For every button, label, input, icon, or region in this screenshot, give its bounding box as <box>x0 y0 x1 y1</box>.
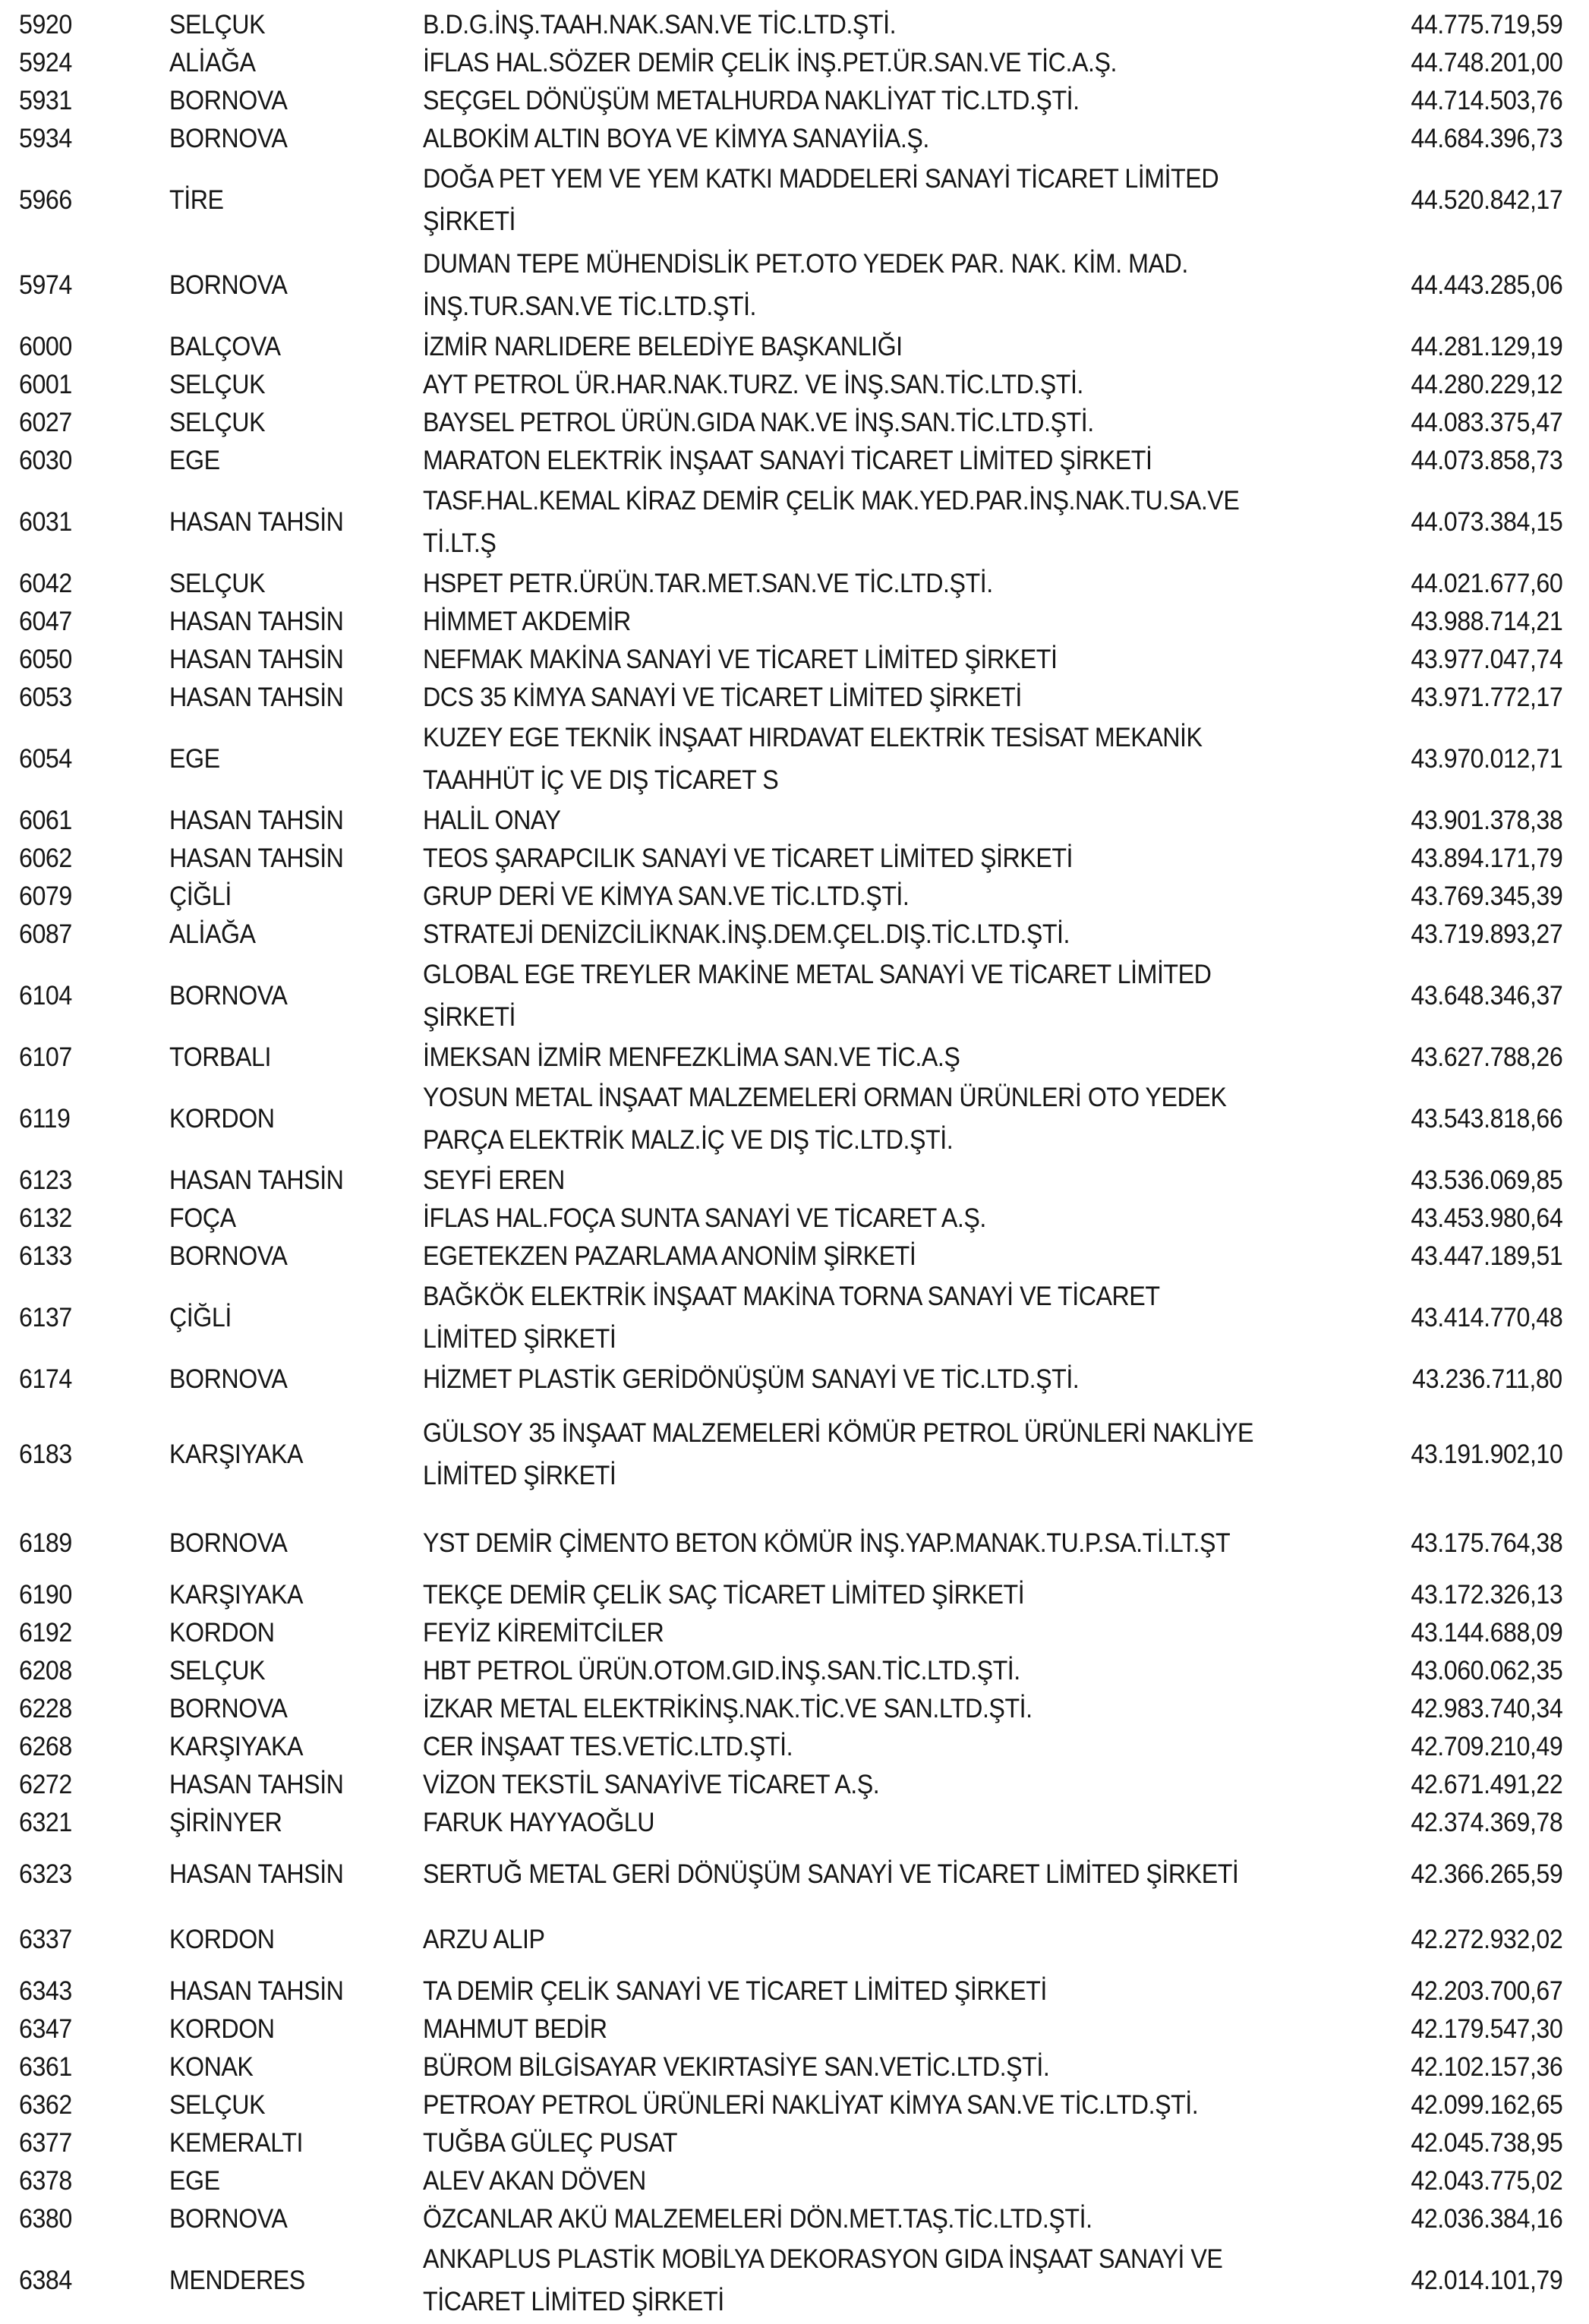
company-name-line: BAĞKÖK ELEKTRİK İNŞAAT MAKİNA TORNA SANAYİ VE TİCARET <box>423 1282 1160 1311</box>
row-district: SELÇUK <box>169 408 266 437</box>
row-id: 6087 <box>19 919 72 949</box>
row-id: 6107 <box>19 1042 72 1072</box>
row-company-name <box>423 158 1397 243</box>
row-company-name <box>423 440 1397 482</box>
company-name-line: LİMİTED ŞİRKETİ <box>423 1461 616 1490</box>
row-amount: 44.684.396,73 <box>1411 124 1562 153</box>
table-row <box>19 840 1562 878</box>
company-name-line: İZKAR METAL ELEKTRİKİNŞ.NAK.TİC.VE SAN.LTD.ŞTİ. <box>423 1694 1033 1723</box>
row-id: 6190 <box>19 1580 72 1610</box>
table-row <box>19 1200 1562 1238</box>
table-row <box>19 679 1562 717</box>
row-id: 6104 <box>19 981 72 1011</box>
row-district: HASAN TAHSİN <box>169 806 344 835</box>
row-district: HASAN TAHSİN <box>169 645 344 674</box>
row-id: 6183 <box>19 1439 72 1469</box>
row-district: ÇİĞLİ <box>169 1303 232 1332</box>
row-id: 6031 <box>19 507 72 537</box>
row-company-name <box>423 799 1397 842</box>
row-amount: 43.453.980,64 <box>1411 1203 1562 1233</box>
row-id: 6361 <box>19 2052 72 2082</box>
row-amount: 44.748.201,00 <box>1411 48 1562 77</box>
row-company-name <box>423 601 1397 643</box>
row-amount: 43.414.770,48 <box>1411 1303 1562 1332</box>
row-company-name <box>423 80 1397 122</box>
company-name-line: HALİL ONAY <box>423 806 561 835</box>
table-row <box>19 2162 1562 2200</box>
row-company-name <box>423 4 1397 46</box>
row-id: 6062 <box>19 844 72 873</box>
row-district: BORNOVA <box>169 1528 288 1558</box>
company-name-line: FARUK HAYYAOĞLU <box>423 1808 655 1837</box>
row-company-name <box>423 2046 1397 2089</box>
row-district: HASAN TAHSİN <box>169 607 344 636</box>
company-name-line: PETROAY PETROL ÜRÜNLERİ NAKLİYAT KİMYA SAN.VE TİC.LTD.ŞTİ. <box>423 2090 1199 2120</box>
row-company-name <box>423 1077 1397 1162</box>
row-id: 6132 <box>19 1203 72 1233</box>
table-row <box>19 1511 1562 1576</box>
company-name-line: DUMAN TEPE MÜHENDİSLİK PET.OTO YEDEK PAR. NAK. KİM. MAD. <box>423 249 1188 279</box>
company-name-line: TUĞBA GÜLEÇ PUSAT <box>423 2128 678 2158</box>
table-row <box>19 1077 1562 1162</box>
row-id: 6042 <box>19 569 72 598</box>
company-name-line: B.D.G.İNŞ.TAAH.NAK.SAN.VE TİC.LTD.ŞTİ. <box>423 10 897 39</box>
table-row <box>19 1907 1562 1972</box>
company-name-line: ARZU ALIP <box>423 1925 545 1954</box>
table-body <box>19 6 1562 2323</box>
company-name-line: HBT PETROL ÜRÜN.OTOM.GID.İNŞ.SAN.TİC.LTD.ŞTİ. <box>423 1656 1020 1685</box>
row-company-name <box>423 326 1397 368</box>
table-row <box>19 1690 1562 1728</box>
row-id: 5966 <box>19 185 72 215</box>
row-company-name <box>423 1036 1397 1079</box>
company-name-line: AYT PETROL ÜR.HAR.NAK.TURZ. VE İNŞ.SAN.TİC.LTD.ŞTİ. <box>423 370 1083 399</box>
table-row <box>19 442 1562 480</box>
row-company-name <box>423 1358 1397 1401</box>
company-name-line: SEYFİ EREN <box>423 1165 565 1195</box>
row-amount: 42.671.491,22 <box>1411 1770 1562 1799</box>
row-amount: 42.203.700,67 <box>1411 1976 1562 2006</box>
row-id: 6347 <box>19 2014 72 2044</box>
row-district: BORNOVA <box>169 1241 288 1271</box>
row-district: BORNOVA <box>169 1694 288 1723</box>
row-district: KORDON <box>169 1104 275 1134</box>
row-amount: 43.543.818,66 <box>1411 1104 1562 1134</box>
row-amount: 43.447.189,51 <box>1411 1241 1562 1271</box>
row-amount: 43.236.711,80 <box>1412 1364 1562 1394</box>
company-name-line: MARATON ELEKTRİK İNŞAAT SANAYİ TİCARET LİMİTED ŞİRKETİ <box>423 446 1152 475</box>
row-amount: 43.648.346,37 <box>1411 981 1562 1011</box>
row-amount: 42.043.775,02 <box>1411 2166 1562 2196</box>
row-company-name <box>423 364 1397 406</box>
row-id: 6030 <box>19 446 72 475</box>
row-amount: 42.709.210,49 <box>1411 1732 1562 1761</box>
row-amount: 43.191.902,10 <box>1411 1439 1562 1469</box>
row-district: KORDON <box>169 2014 275 2044</box>
row-company-name <box>423 875 1397 918</box>
row-company-name <box>423 1726 1397 1768</box>
row-id: 6384 <box>19 2266 72 2295</box>
row-amount: 44.281.129,19 <box>1411 332 1562 361</box>
row-district: BORNOVA <box>169 270 288 300</box>
company-name-line: TAAHHÜT İÇ VE DIŞ TİCARET S <box>423 765 779 795</box>
table-row <box>19 878 1562 916</box>
row-company-name <box>423 1853 1397 1896</box>
row-amount: 42.102.157,36 <box>1411 2052 1562 2082</box>
company-name-line: DOĞA PET YEM VE YEM KATKI MADDELERİ SANAYİ TİCARET LİMİTED <box>423 164 1219 194</box>
row-district: ŞİRİNYER <box>169 1808 282 1837</box>
company-name-line: Tİ.LT.Ş <box>423 528 497 558</box>
row-district: HASAN TAHSİN <box>169 1976 344 2006</box>
row-amount: 43.060.062,35 <box>1411 1656 1562 1685</box>
row-id: 6192 <box>19 1618 72 1648</box>
company-name-line: İFLAS HAL.FOÇA SUNTA SANAYİ VE TİCARET A.Ş. <box>423 1203 986 1233</box>
row-amount: 44.775.719,59 <box>1411 10 1562 39</box>
company-name-line: ÖZCANLAR AKÜ MALZEMELERİ DÖN.MET.TAŞ.TİC.LTD.ŞTİ. <box>423 2204 1092 2234</box>
row-company-name <box>423 118 1397 160</box>
row-company-name <box>423 2160 1397 2203</box>
row-id: 6000 <box>19 332 72 361</box>
table-row <box>19 404 1562 442</box>
row-company-name <box>423 1650 1397 1692</box>
row-id: 5924 <box>19 48 72 77</box>
table-row <box>19 243 1562 328</box>
row-district: HASAN TAHSİN <box>169 1859 344 1889</box>
row-amount: 43.172.326,13 <box>1411 1580 1562 1610</box>
row-district: KEMERALTI <box>169 2128 303 2158</box>
table-row <box>19 2010 1562 2048</box>
row-district: HASAN TAHSİN <box>169 683 344 712</box>
row-district: TİRE <box>169 185 224 215</box>
row-id: 6054 <box>19 744 72 774</box>
row-district: BORNOVA <box>169 124 288 153</box>
row-amount: 44.021.677,60 <box>1411 569 1562 598</box>
table-row <box>19 954 1562 1039</box>
row-company-name <box>423 2122 1397 2165</box>
row-amount: 44.443.285,06 <box>1411 270 1562 300</box>
table-row <box>19 120 1562 158</box>
row-company-name <box>423 717 1397 802</box>
table-row <box>19 802 1562 840</box>
company-name-line: YST DEMİR ÇİMENTO BETON KÖMÜR İNŞ.YAP.MANAK.TU.P.SA.Tİ.LT.ŞT <box>423 1528 1231 1558</box>
table-row <box>19 1361 1562 1398</box>
table-row <box>19 44 1562 82</box>
row-company-name <box>423 2008 1397 2051</box>
row-company-name <box>423 402 1397 444</box>
row-id: 6133 <box>19 1241 72 1271</box>
row-district: KORDON <box>169 1618 275 1648</box>
table-row <box>19 1842 1562 1907</box>
row-district: SELÇUK <box>169 1656 266 1685</box>
row-id: 6047 <box>19 607 72 636</box>
row-id: 6377 <box>19 2128 72 2158</box>
table-row <box>19 1972 1562 2010</box>
company-name-line: YOSUN METAL İNŞAAT MALZEMELERİ ORMAN ÜRÜNLERİ OTO YEDEK <box>423 1083 1227 1112</box>
company-name-line: İMEKSAN İZMİR MENFEZKLİMA SAN.VE TİC.A.Ş <box>423 1042 960 1072</box>
table-row <box>19 1276 1562 1361</box>
row-district: KARŞIYAKA <box>169 1732 304 1761</box>
row-id: 6362 <box>19 2090 72 2120</box>
row-company-name <box>423 837 1397 880</box>
table-row <box>19 1576 1562 1614</box>
row-id: 6053 <box>19 683 72 712</box>
table-row <box>19 1766 1562 1804</box>
row-id: 6228 <box>19 1694 72 1723</box>
row-district: ALİAĞA <box>169 919 256 949</box>
row-id: 5934 <box>19 124 72 153</box>
row-company-name <box>423 1159 1397 1202</box>
company-name-line: SERTUĞ METAL GERİ DÖNÜŞÜM SANAYİ VE TİCARET LİMİTED ŞİRKETİ <box>423 1859 1239 1889</box>
company-name-line: BÜROM BİLGİSAYAR VEKIRTASİYE SAN.VETİC.LTD.ŞTİ. <box>423 2052 1050 2082</box>
table-row <box>19 2086 1562 2124</box>
row-district: EGE <box>169 2166 220 2196</box>
row-amount: 44.280.229,12 <box>1411 370 1562 399</box>
row-id: 6380 <box>19 2204 72 2234</box>
row-company-name <box>423 42 1397 84</box>
company-name-line: İFLAS HAL.SÖZER DEMİR ÇELİK İNŞ.PET.ÜR.SAN.VE TİC.A.Ş. <box>423 48 1117 77</box>
row-amount: 43.971.772,17 <box>1411 683 1562 712</box>
row-id: 6079 <box>19 881 72 911</box>
row-company-name <box>423 676 1397 719</box>
row-company-name <box>423 1522 1397 1565</box>
company-name-line: CER İNŞAAT TES.VETİC.LTD.ŞTİ. <box>423 1732 793 1761</box>
table-row <box>19 158 1562 243</box>
row-amount: 42.983.740,34 <box>1411 1694 1562 1723</box>
row-amount: 43.719.893,27 <box>1411 919 1562 949</box>
row-district: BORNOVA <box>169 2204 288 2234</box>
row-amount: 44.520.842,17 <box>1411 185 1562 215</box>
company-name-line: ŞİRKETİ <box>423 207 516 236</box>
row-district: TORBALI <box>169 1042 271 1072</box>
row-amount: 43.901.378,38 <box>1411 806 1562 835</box>
row-id: 6061 <box>19 806 72 835</box>
row-district: KARŞIYAKA <box>169 1439 304 1469</box>
row-amount: 43.970.012,71 <box>1411 744 1562 774</box>
row-company-name <box>423 1802 1397 1844</box>
row-id: 6378 <box>19 2166 72 2196</box>
row-company-name <box>423 1919 1397 1961</box>
row-id: 6119 <box>19 1104 71 1134</box>
row-id: 6323 <box>19 1859 72 1889</box>
row-district: KORDON <box>169 1925 275 1954</box>
row-id: 6321 <box>19 1808 72 1837</box>
row-id: 6174 <box>19 1364 72 1394</box>
row-district: HASAN TAHSİN <box>169 1770 344 1799</box>
row-company-name <box>423 1235 1397 1278</box>
row-company-name <box>423 1197 1397 1240</box>
row-id: 6137 <box>19 1303 72 1332</box>
row-id: 6208 <box>19 1656 72 1685</box>
row-company-name <box>423 639 1397 681</box>
row-id: 6337 <box>19 1925 72 1954</box>
company-name-line: GÜLSOY 35 İNŞAAT MALZEMELERİ KÖMÜR PETROL ÜRÜNLERİ NAKLİYE <box>423 1418 1254 1448</box>
company-name-line: LİMİTED ŞİRKETİ <box>423 1324 616 1354</box>
table-row <box>19 1728 1562 1766</box>
row-district: EGE <box>169 744 220 774</box>
row-district: HASAN TAHSİN <box>169 844 344 873</box>
table-row <box>19 6 1562 44</box>
row-amount: 42.272.932,02 <box>1411 1925 1562 1954</box>
row-district: HASAN TAHSİN <box>169 1165 344 1195</box>
company-name-line: SEÇGEL DÖNÜŞÜM METALHURDA NAKLİYAT TİC.LTD.ŞTİ. <box>423 86 1080 115</box>
table-row <box>19 1614 1562 1652</box>
row-id: 5974 <box>19 270 72 300</box>
row-district: SELÇUK <box>169 2090 266 2120</box>
row-district: ALİAĞA <box>169 48 256 77</box>
row-company-name <box>423 480 1397 565</box>
row-id: 6050 <box>19 645 72 674</box>
row-company-name <box>423 243 1397 328</box>
company-name-line: İZMİR NARLIDERE BELEDİYE BAŞKANLIĞI <box>423 332 903 361</box>
table-row <box>19 717 1562 802</box>
row-amount: 43.175.764,38 <box>1411 1528 1562 1558</box>
row-district: ÇİĞLİ <box>169 881 232 911</box>
table-row <box>19 641 1562 679</box>
company-name-line: İNŞ.TUR.SAN.VE TİC.LTD.ŞTİ. <box>423 292 757 321</box>
row-company-name <box>423 1412 1397 1497</box>
row-id: 6123 <box>19 1165 72 1195</box>
row-district: SELÇUK <box>169 569 266 598</box>
row-amount: 43.988.714,21 <box>1411 607 1562 636</box>
company-name-line: KUZEY EGE TEKNİK İNŞAAT HIRDAVAT ELEKTRİK TESİSAT MEKANİK <box>423 723 1203 752</box>
row-district: MENDERES <box>169 2266 305 2295</box>
table-row <box>19 2124 1562 2162</box>
row-amount: 42.036.384,16 <box>1411 2204 1562 2234</box>
row-amount: 44.073.384,15 <box>1411 507 1562 537</box>
company-name-line: TEOS ŞARAPCILIK SANAYİ VE TİCARET LİMİTED ŞİRKETİ <box>423 844 1074 873</box>
company-name-line: TİCARET LİMİTED ŞİRKETİ <box>423 2287 724 2316</box>
table-row <box>19 82 1562 120</box>
row-amount: 42.014.101,79 <box>1411 2266 1562 2295</box>
row-company-name <box>423 1970 1397 2013</box>
company-name-line: TASF.HAL.KEMAL KİRAZ DEMİR ÇELİK MAK.YED.PAR.İNŞ.NAK.TU.SA.VE <box>423 486 1240 516</box>
row-district: BORNOVA <box>169 981 288 1011</box>
company-name-line: MAHMUT BEDİR <box>423 2014 607 2044</box>
company-name-line: VİZON TEKSTİL SANAYİVE TİCARET A.Ş. <box>423 1770 880 1799</box>
row-id: 6001 <box>19 370 72 399</box>
row-company-name <box>423 1764 1397 1806</box>
table-row <box>19 916 1562 954</box>
row-id: 6027 <box>19 408 72 437</box>
company-name-line: ALBOKİM ALTIN BOYA VE KİMYA SANAYİİA.Ş. <box>423 124 929 153</box>
row-id: 5931 <box>19 86 72 115</box>
company-name-line: HİZMET PLASTİK GERİDÖNÜŞÜM SANAYİ VE TİC.LTD.ŞTİ. <box>423 1364 1080 1394</box>
row-district: SELÇUK <box>169 370 266 399</box>
table-row <box>19 1039 1562 1077</box>
row-id: 6272 <box>19 1770 72 1799</box>
row-district: EGE <box>169 446 220 475</box>
table-row <box>19 1398 1562 1511</box>
company-name-line: GRUP DERİ VE KİMYA SAN.VE TİC.LTD.ŞTİ. <box>423 881 910 911</box>
company-name-line: ALEV AKAN DÖVEN <box>423 2166 646 2196</box>
table-row <box>19 1804 1562 1842</box>
row-amount: 43.536.069,85 <box>1411 1165 1562 1195</box>
company-name-line: GLOBAL EGE TREYLER MAKİNE METAL SANAYİ VE TİCARET LİMİTED <box>423 960 1212 989</box>
table-row <box>19 2238 1562 2323</box>
row-district: FOÇA <box>169 1203 236 1233</box>
row-id: 5920 <box>19 10 72 39</box>
row-amount: 43.977.047,74 <box>1411 645 1562 674</box>
company-name-line: NEFMAK MAKİNA SANAYİ VE TİCARET LİMİTED ŞİRKETİ <box>423 645 1058 674</box>
row-district: KONAK <box>169 2052 254 2082</box>
table-row <box>19 366 1562 404</box>
company-name-line: ANKAPLUS PLASTİK MOBİLYA DEKORASYON GIDA İNŞAAT SANAYİ VE <box>423 2244 1223 2274</box>
row-id: 6189 <box>19 1528 72 1558</box>
table-row <box>19 1162 1562 1200</box>
company-name-line: DCS 35 KİMYA SANAYİ VE TİCARET LİMİTED ŞİRKETİ <box>423 683 1022 712</box>
company-name-line: STRATEJİ DENİZCİLİKNAK.İNŞ.DEM.ÇEL.DIŞ.TİC.LTD.ŞTİ. <box>423 919 1070 949</box>
row-amount: 42.045.738,95 <box>1411 2128 1562 2158</box>
row-district: SELÇUK <box>169 10 266 39</box>
row-amount: 43.627.788,26 <box>1411 1042 1562 1072</box>
row-amount: 44.073.858,73 <box>1411 446 1562 475</box>
row-amount: 44.083.375,47 <box>1411 408 1562 437</box>
row-company-name <box>423 954 1397 1039</box>
row-amount: 43.144.688,09 <box>1411 1618 1562 1648</box>
table-row <box>19 565 1562 603</box>
row-company-name <box>423 1612 1397 1654</box>
table-row <box>19 2048 1562 2086</box>
table-row <box>19 2200 1562 2238</box>
company-name-line: ŞİRKETİ <box>423 1002 516 1032</box>
row-district: BORNOVA <box>169 86 288 115</box>
table-row <box>19 1238 1562 1276</box>
row-id: 6343 <box>19 1976 72 2006</box>
company-name-line: HİMMET AKDEMİR <box>423 607 631 636</box>
table-row <box>19 480 1562 565</box>
row-company-name <box>423 1276 1397 1361</box>
company-name-line: TA DEMİR ÇELİK SANAYİ VE TİCARET LİMİTED ŞİRKETİ <box>423 1976 1047 2006</box>
row-id: 6268 <box>19 1732 72 1761</box>
row-company-name <box>423 2198 1397 2240</box>
row-amount: 42.099.162,65 <box>1411 2090 1562 2120</box>
company-name-line: EGETEKZEN PAZARLAMA ANONİM ŞİRKETİ <box>423 1241 916 1271</box>
company-name-line: BAYSEL PETROL ÜRÜN.GIDA NAK.VE İNŞ.SAN.TİC.LTD.ŞTİ. <box>423 408 1094 437</box>
company-name-line: HSPET PETR.ÜRÜN.TAR.MET.SAN.VE TİC.LTD.ŞTİ. <box>423 569 993 598</box>
company-name-line: TEKÇE DEMİR ÇELİK SAÇ TİCARET LİMİTED ŞİRKETİ <box>423 1580 1025 1610</box>
row-amount: 43.769.345,39 <box>1411 881 1562 911</box>
table-row <box>19 603 1562 641</box>
row-company-name <box>423 913 1397 956</box>
row-company-name <box>423 1574 1397 1616</box>
company-name-line: FEYİZ KİREMİTCİLER <box>423 1618 664 1648</box>
row-district: BORNOVA <box>169 1364 288 1394</box>
row-district: KARŞIYAKA <box>169 1580 304 1610</box>
row-amount: 42.374.369,78 <box>1411 1808 1562 1837</box>
row-amount: 43.894.171,79 <box>1411 844 1562 873</box>
row-amount: 42.366.265,59 <box>1411 1859 1562 1889</box>
row-amount: 42.179.547,30 <box>1411 2014 1562 2044</box>
row-district: BALÇOVA <box>169 332 281 361</box>
row-company-name <box>423 563 1397 605</box>
row-district: HASAN TAHSİN <box>169 507 344 537</box>
table-row <box>19 1652 1562 1690</box>
row-company-name <box>423 1688 1397 1730</box>
row-amount: 44.714.503,76 <box>1411 86 1562 115</box>
row-company-name <box>423 2238 1397 2323</box>
row-company-name <box>423 2084 1397 2127</box>
company-name-line: PARÇA ELEKTRİK MALZ.İÇ VE DIŞ TİC.LTD.ŞTİ. <box>423 1125 954 1155</box>
table-row <box>19 328 1562 366</box>
